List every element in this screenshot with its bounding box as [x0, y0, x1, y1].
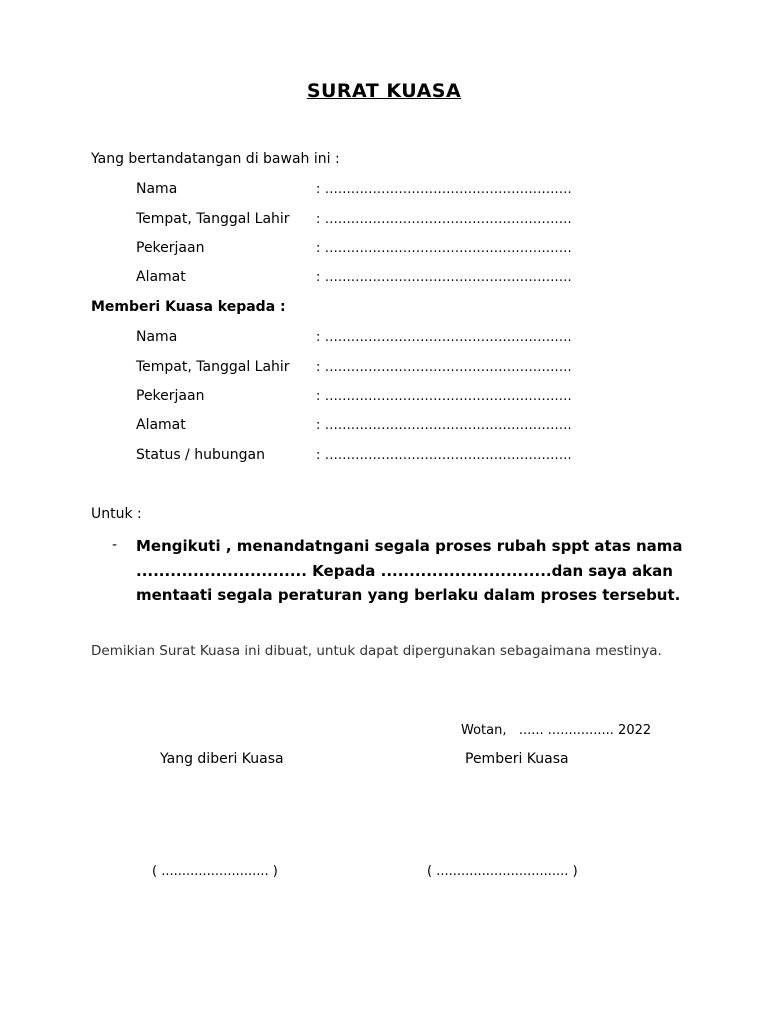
purpose-heading: Untuk :	[91, 506, 142, 522]
receiver-address-value: : .........................................................	[316, 418, 572, 433]
receiver-status-label: Status / hubungan	[136, 447, 265, 463]
receiver-job-label: Pekerjaan	[136, 388, 205, 404]
receiver-birth-label: Tempat, Tanggal Lahir	[136, 359, 290, 375]
receiver-sign-label: Yang diberi Kuasa	[160, 751, 284, 767]
purpose-text: Mengikuti , menandatngani segala proses rubah sppt atas nama .............................. Kepada ..............................dan saya akan mentaati segala peraturan yang berlaku dalam proses tersebut.	[136, 537, 683, 604]
closing-text: Demikian Surat Kuasa ini dibuat, untuk dapat dipergunakan sebagaimana mestinya.	[91, 643, 662, 659]
giver-job-label: Pekerjaan	[136, 240, 205, 256]
giver-address-value: : .........................................................	[316, 270, 572, 285]
giver-signature-line: ( ................................ )	[427, 864, 578, 879]
purpose-bullet: -	[112, 537, 118, 553]
giver-address-label: Alamat	[136, 269, 186, 285]
receiver-status-value: : .........................................................	[316, 448, 572, 463]
place-date: Wotan, ...... ................ 2022	[461, 723, 652, 738]
receiver-birth-value: : .........................................................	[316, 360, 572, 375]
receiver-heading: Memberi Kuasa kepada :	[91, 299, 286, 315]
giver-job-value: : .........................................................	[316, 241, 572, 256]
document-title: SURAT KUASA	[306, 80, 462, 102]
receiver-name-value: : .........................................................	[316, 330, 572, 345]
giver-birth-value: : .........................................................	[316, 212, 572, 227]
giver-birth-label: Tempat, Tanggal Lahir	[136, 211, 290, 227]
receiver-signature-line: ( .......................... )	[152, 864, 278, 879]
giver-sign-label: Pemberi Kuasa	[465, 751, 569, 767]
intro-text: Yang bertandatangan di bawah ini :	[91, 151, 340, 167]
giver-name-label: Nama	[136, 181, 178, 197]
receiver-name-label: Nama	[136, 329, 178, 345]
receiver-address-label: Alamat	[136, 417, 186, 433]
receiver-job-value: : .........................................................	[316, 389, 572, 404]
giver-name-value: : .........................................................	[316, 182, 572, 197]
